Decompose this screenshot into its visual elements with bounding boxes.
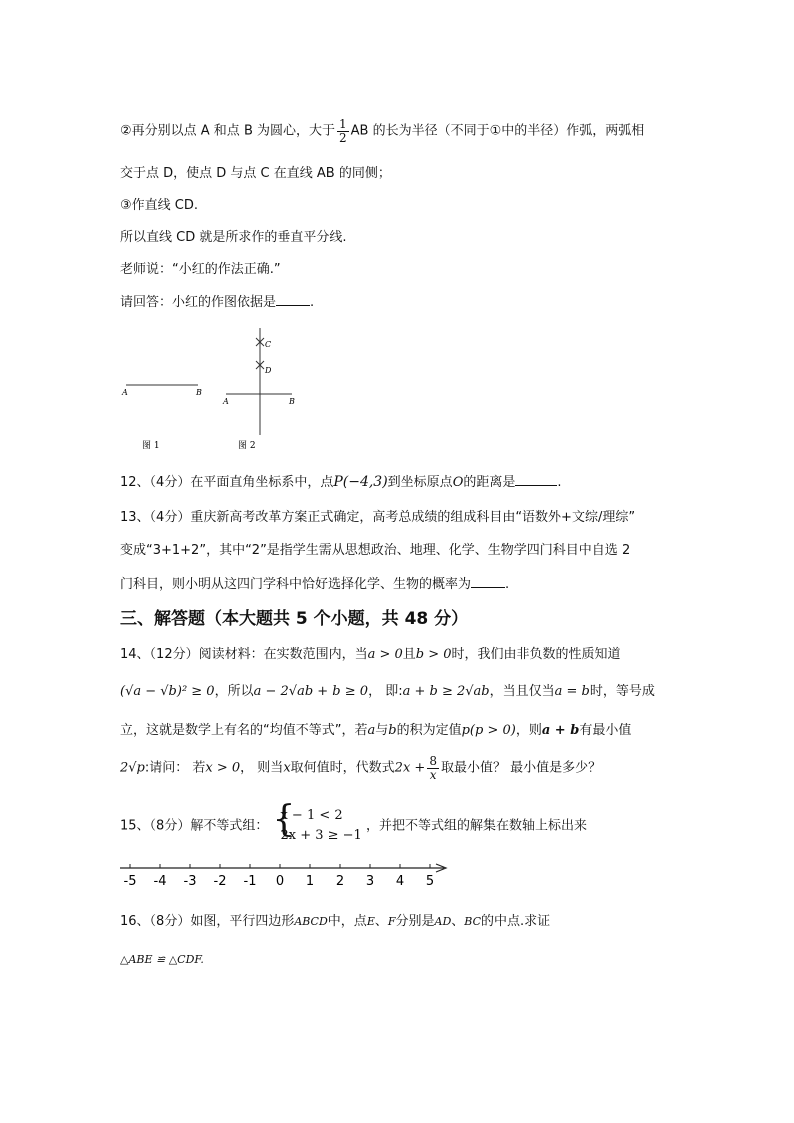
number-line-tick-label: -1 <box>243 874 257 889</box>
q16-mid: 中，点 <box>327 914 367 929</box>
q14-line4 <box>120 755 601 781</box>
q16-mid2: 分别是 <box>395 914 435 929</box>
q15-brace: { <box>272 799 296 840</box>
q11-answer-blank[interactable] <box>276 293 310 306</box>
q11-frac-den: 2 <box>339 130 347 145</box>
q11-step3: ③作直线 CD. <box>120 198 199 213</box>
q16-prefix: 16、（8分）如图，平行四边形 <box>120 914 295 929</box>
fig2-label-d: D <box>265 366 272 375</box>
q16-sep2: 、 <box>451 914 465 929</box>
section3-title: 三、解答题（本大题共 5 个小题，共 48 分） <box>120 609 469 629</box>
q14-math-expression: 2x + <box>394 760 426 776</box>
q13-line3 <box>120 575 509 593</box>
q16-line2 <box>120 953 204 966</box>
q15-inequality-1: x − 1 < 2 <box>280 808 343 823</box>
fig1-label-b: B <box>196 388 202 397</box>
q16-suffix: 的中点.求证 <box>481 914 551 929</box>
q12-suffix: 的距离是 <box>463 475 516 490</box>
q13-answer-blank[interactable] <box>471 575 505 588</box>
q14-line2 <box>120 684 655 700</box>
q14-line2-a: ，所以 <box>214 684 254 699</box>
q12-point-p: P(−4,3) <box>333 474 388 490</box>
q15-prefix: 15、（8分）解不等式组： <box>120 818 269 834</box>
fig1-caption: 图 1 <box>142 441 160 451</box>
number-line-tick-label: -5 <box>123 874 137 889</box>
q12-answer-blank[interactable] <box>515 473 557 486</box>
q14-line2-d: 时，等号成 <box>589 684 655 699</box>
q15-inequality-2: 2x + 3 ≥ −1 <box>280 828 362 843</box>
number-line-tick-label: -2 <box>213 874 227 889</box>
q14-line2-c: ，当且仅当 <box>489 684 555 699</box>
fig2-label-a: A <box>223 397 229 406</box>
q14-frac-num: 8 <box>429 754 437 768</box>
q14-line3-b: 与 <box>375 723 389 738</box>
q11-step2-text-a: ②再分别以点 A 和点 B 为圆心，大于 <box>120 123 335 139</box>
q15-inequality-system <box>272 799 362 846</box>
q14-math-b: b <box>388 723 397 738</box>
q14-line1-b: 且 <box>402 647 416 662</box>
q14-math-b-positive: b > 0 <box>415 647 452 662</box>
q12-mid: 到坐标原点 <box>387 475 453 490</box>
q16-sep: 、 <box>374 914 388 929</box>
number-line-tick-label: 4 <box>395 874 405 889</box>
q14-line3 <box>120 723 631 739</box>
q14-line2-b: ， 即: <box>368 684 403 699</box>
q14-line4-d: 取最小值？ 最小值是多少？ <box>440 760 602 776</box>
q14-math-x-positive: x > 0 <box>205 760 241 776</box>
q16-side-ad: AD <box>434 915 452 928</box>
q14-math-a-positive: a > 0 <box>367 647 403 662</box>
q11-step2-text-b: AB 的长为半径（不同于①中的半径）作弧，两弧相 <box>350 123 645 139</box>
q11-question <box>120 293 314 311</box>
q15-number-line <box>118 858 458 898</box>
q14-line4-c: 取何值时，代数式 <box>290 760 395 776</box>
q14-math-square: (√a − √b)² ≥ 0 <box>120 684 215 699</box>
q11-figures <box>120 325 320 455</box>
q14-line3-e: 有最小值 <box>579 723 632 738</box>
q16-side-bc: BC <box>464 915 482 928</box>
fig2-label-b: B <box>289 397 295 406</box>
q15-suffix: ，并把不等式组的解集在数轴上标出来 <box>365 818 587 834</box>
fig2-label-c: C <box>265 340 272 349</box>
q11-step2-line <box>120 118 644 144</box>
q11-teacher-comment: 老师说：“小红的作法正确.” <box>120 262 281 277</box>
q11-conclusion: 所以直线 CD 就是所求作的垂直平分线. <box>120 230 347 245</box>
q11-question-text: 请回答：小红的作图依据是 <box>120 295 277 310</box>
number-line-tick-label: 2 <box>335 874 345 889</box>
q13-line3-text: 门科目，则小明从这四门学科中恰好选择化学、生物的概率为 <box>120 577 472 592</box>
q14-math-p: p(p > 0) <box>461 723 516 738</box>
q16-congruence: △ABE ≌ △CDF. <box>120 953 204 966</box>
number-line-tick-label: -4 <box>153 874 167 889</box>
q12-end: . <box>557 475 562 490</box>
q14-line4-a: :请问： 若 <box>144 760 206 776</box>
q14-math-amgm: a + b ≥ 2√ab <box>402 684 490 699</box>
q14-math-a: a <box>367 723 376 738</box>
q11-frac-num: 1 <box>339 117 347 131</box>
q13-line2: 变成“3+1+2”，其中“2”是指学生需从思想政治、地理、化学、生物学四门科目中自选 2 <box>120 543 631 558</box>
q16-line1 <box>120 914 550 930</box>
q11-step2-cont: 交于点 D，使点 D 与点 C 在直线 AB 的同侧； <box>120 166 391 181</box>
q14-frac-den: x <box>429 767 437 782</box>
number-line-tick-label: 1 <box>305 874 315 889</box>
q14-math-min: 2√p <box>120 760 145 776</box>
q14-line1-a: 14、（12分）阅读材料：在实数范围内，当 <box>120 647 368 662</box>
q14-fraction <box>427 755 439 781</box>
q11-half-fraction <box>337 118 349 144</box>
number-line-tick-label: -3 <box>183 874 197 889</box>
q14-line1-c: 时，我们由非负数的性质知道 <box>451 647 621 662</box>
q14-line1 <box>120 647 621 663</box>
fig2-caption: 图 2 <box>238 441 256 451</box>
number-line-tick-label: 3 <box>365 874 375 889</box>
q13-line1: 13、（4分）重庆新高考改革方案正式确定，高考总成绩的组成科目由“语数外+文综/理综” <box>120 510 636 525</box>
q12-origin: O <box>452 475 464 490</box>
number-line-tick-label: 0 <box>275 874 285 889</box>
q14-math-equality: a = b <box>554 684 590 699</box>
q14-math-x: x <box>283 760 291 776</box>
q16-parallelogram: ABCD <box>294 915 328 928</box>
q14-math-expand: a − 2√ab + b ≥ 0 <box>253 684 369 699</box>
q16-point-e: E <box>366 915 375 928</box>
q12-prefix: 12、（4分）在平面直角坐标系中，点 <box>120 475 334 490</box>
q14-line4-b: ， 则当 <box>240 760 284 776</box>
q11-question-end: . <box>310 295 315 310</box>
fig1-label-a: A <box>122 388 128 397</box>
q14-line3-a: 立，这就是数学上有名的“均值不等式”，若 <box>120 723 368 738</box>
q14-line3-c: 的积为定值 <box>396 723 462 738</box>
q14-line3-d: ，则 <box>515 723 542 738</box>
q13-end: . <box>505 577 510 592</box>
q15 <box>120 799 587 846</box>
q14-math-sum: a + b <box>541 723 580 738</box>
q16-point-f: F <box>387 915 396 928</box>
q12 <box>120 473 562 491</box>
number-line-tick-label: 5 <box>425 874 435 889</box>
